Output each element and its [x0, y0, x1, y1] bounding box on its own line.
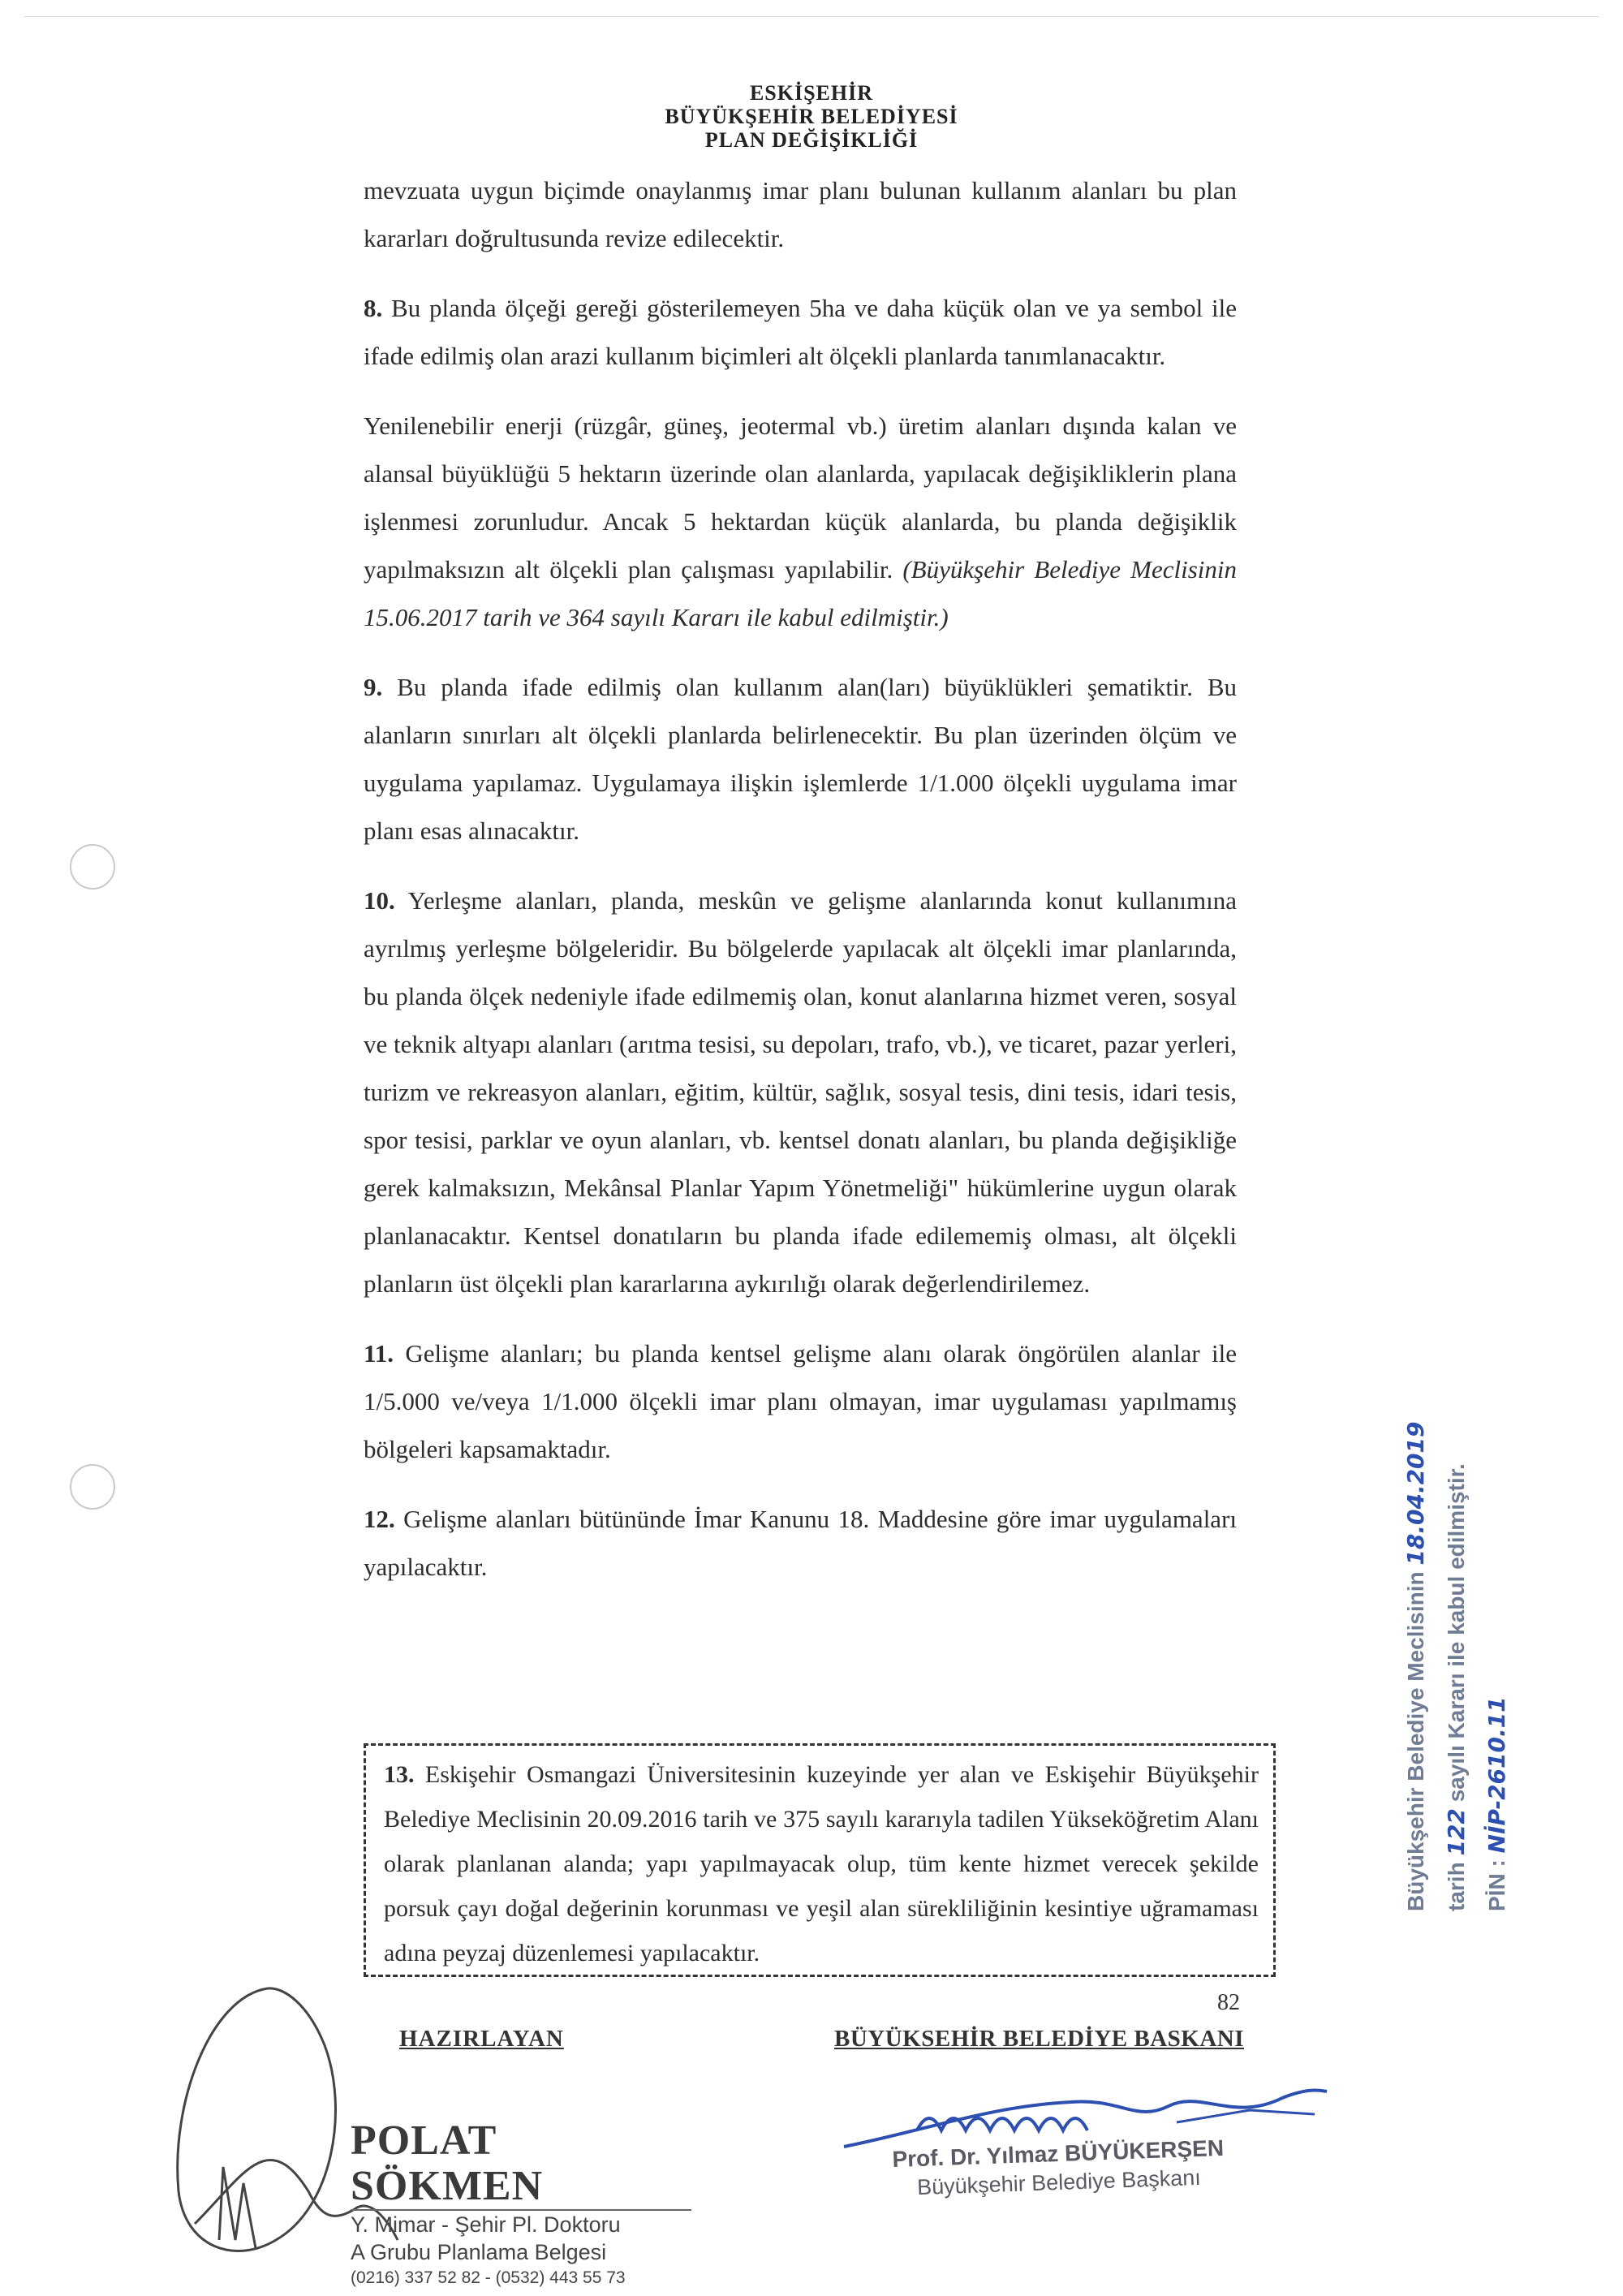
- top-rule: [24, 16, 1599, 17]
- item-12-text: Gelişme alanları bütününde İmar Kanunu 18. Maddesine göre imar uygulamaları yapılacaktır.: [364, 1505, 1237, 1581]
- item-11: [364, 1329, 1237, 1473]
- header-municipality: BÜYÜKŞEHİR BELEDİYESİ: [665, 105, 958, 128]
- preparer-stamp: [351, 2118, 691, 2290]
- item-8-text: Bu planda ölçeği gereği gösterilemeyen 5ha ve daha küçük olan ve ya sembol ile ifade edilmiş olan arazi kullanım biçimleri alt ölçekli planlarda tanımlanacaktır.: [364, 294, 1237, 370]
- header-plan-change: PLAN DEĞİŞİKLİĞİ: [704, 128, 919, 152]
- approval-line-3: PİN : NİP-2610.11: [1483, 1696, 1510, 1911]
- header-city: ESKİŞEHİR: [749, 81, 874, 105]
- prepared-by-label: HAZIRLAYAN: [399, 2026, 564, 2052]
- paragraph-intro: mevzuata uygun biçimde onaylanmış imar planı bulunan kullanım alanları bu plan kararları doğrultusunda revize edilecektir.: [364, 176, 1237, 252]
- mayor-title: Büyükşehir Belediye Başkanı: [916, 2165, 1202, 2200]
- approval-line-1: Büyükşehir Belediye Meclisinin 18.04.2019: [1402, 1421, 1429, 1911]
- item-13-number: 13.: [384, 1761, 415, 1788]
- item-8b-text: Yenilenebilir enerji (rüzgâr, güneş, jeotermal vb.) üretim alanları dışında kalan ve alansal büyüklüğü 5 hektarın üzerinde olan alanlarda, yapılacak değişikliklerin plana işlenmesi zorunludur. Ancak 5 hektardan küçük alanlarda, bu planda değişiklik yapılmaksızın alt ölçekli plan çalışması yapılabilir.: [364, 411, 1237, 584]
- punch-hole-upper: [70, 844, 115, 890]
- approval-decision-number: 122: [1443, 1808, 1470, 1856]
- mayor-name: Prof. Dr. Yılmaz BÜYÜKERŞEN: [891, 2134, 1225, 2173]
- item-9-text: Bu planda ifade edilmiş olan kullanım alan(ları) büyüklükleri şematiktir. Bu alanların sınırları alt ölçekli planlarda belirlenecektir. Bu plan üzerinden ölçüm ve uygulama yapılamaz. Uygulamaya ilişkin işlemlerde 1/1.000 ölçekli uygulama imar planı esas alınacaktır.: [364, 673, 1238, 845]
- approval-pin: NİP-2610.11: [1483, 1696, 1510, 1854]
- item-8: [364, 284, 1237, 380]
- page-number: 82: [1217, 1990, 1240, 2015]
- item-13-text: Eskişehir Osmangazi Üniversitesinin kuzeyinde yer alan ve Eskişehir Büyükşehir Belediye Meclisinin 20.09.2016 tarih ve 375 sayılı kararıyla tadilen Yükseköğretim Alanı olarak planlanan alanda; yapı yapılmayacak olup, tüm kente hizmet verecek şekilde porsuk çayı doğal değerinin korunması ve yeşil alan sürekliliğinin kesintiye uğramaması adına peyzaj düzenlemesi yapılacaktır.: [384, 1761, 1259, 1966]
- item-10-text: Yerleşme alanları, planda, meskûn ve gelişme alanlarında konut kullanımına ayrılmış yerleşme bölgeleridir. Bu bölgelerde yapılacak alt ölçekli imar planlarında, bu planda ölçek nedeniyle ifade edilmemiş olan, konut alanlarına hizmet veren, sosyal ve teknik altyapı alanları (arıtma tesisi, su depoları, trafo, vb.), ve ticaret, pazar yerleri, turizm ve rekreasyon alanları, eğitim, kültür, sağlık, sosyal tesis, dini tesis, idari tesis, spor tesisi, parklar ve oyun alanları, vb. kentsel donatı alanları, bu planda değişikliğe gerek kalmaksızın, Mekânsal Planlar Yapım Yönetmeliği" hükümlerine uygun olarak planlanacaktır. Kentsel donatıların bu planda ifade edilememiş olması, alt ölçekli planların üst ölçekli plan kararlarına aykırılığı olarak değerlendirilemez.: [364, 886, 1237, 1298]
- document-header: [0, 81, 1623, 152]
- item-8b-council-note: (Büyükşehir Belediye Meclisinin 15.06.2017 tarih ve 364 sayılı Kararı ile kabul edilmiştir.): [364, 555, 1238, 631]
- mayor-label: BÜYÜKSEHİR BELEDİYE BASKANI: [834, 2026, 1245, 2052]
- body-text: [364, 166, 1237, 1613]
- approval-date: 18.04.2019: [1402, 1421, 1429, 1566]
- item-9: [364, 663, 1237, 855]
- item-9-number: 9.: [364, 673, 383, 701]
- item-11-text: Gelişme alanları; bu planda kentsel gelişme alanı olarak öngörülen alanlar ile 1/5.000 ve/veya 1/1.000 ölçekli imar planı olmayan, imar uygulaması yapılmamış bölgeleri kapsamaktadır.: [364, 1339, 1237, 1463]
- item-8-number: 8.: [364, 294, 383, 322]
- preparer-certificate: A Grubu Planlama Belgesi: [351, 2240, 607, 2264]
- item-10-number: 10.: [364, 886, 395, 915]
- item-12: [364, 1495, 1237, 1591]
- punch-hole-lower: [70, 1464, 115, 1510]
- item-8-continued: [364, 402, 1237, 641]
- item-12-number: 12.: [364, 1505, 395, 1533]
- preparer-name: POLAT SÖKMEN: [351, 2118, 691, 2211]
- item-10: [364, 877, 1237, 1307]
- preparer-title: Y. Mimar - Şehir Pl. Doktoru: [351, 2212, 621, 2237]
- approval-line-2: tarih 122 sayılı Kararı ile kabul edilmiştir.: [1443, 1463, 1470, 1911]
- item-11-number: 11.: [364, 1339, 394, 1368]
- item-13-box: [364, 1743, 1276, 1977]
- mayor-stamp: [892, 2135, 1225, 2201]
- council-approval-stamp: [1396, 1421, 1518, 1911]
- preparer-phone: (0216) 337 52 82 - (0532) 443 55 73: [351, 2268, 626, 2287]
